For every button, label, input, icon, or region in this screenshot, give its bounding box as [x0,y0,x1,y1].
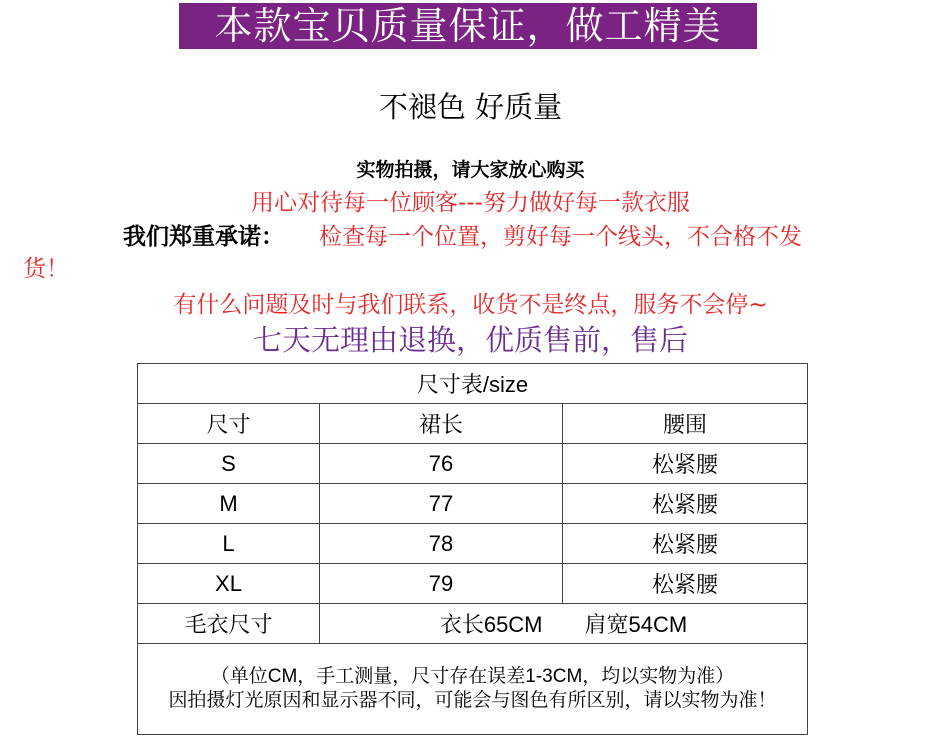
note-line-2: 因拍摄灯光原因和显示器不同，可能会与图色有所区别，请以实物为准！ [168,690,777,711]
table-row [138,484,808,524]
length-cell: 77 [320,484,563,524]
sweater-length: 衣长65CM [439,612,543,637]
length-cell: 76 [320,444,563,484]
sweater-label: 毛衣尺寸 [138,604,320,644]
quality-banner: 本款宝贝质量保证，做工精美 [179,3,757,49]
header-size: 尺寸 [138,404,320,444]
note-row [138,644,808,735]
contact-line: 有什么问题及时与我们联系，收货不是终点，服务不会停~ [173,292,768,318]
promise-tail: 货！ [23,256,69,282]
photo-note: 实物拍摄，请大家放心购买 [356,159,585,181]
table-row [138,444,808,484]
measurement-note [138,644,808,735]
waist-cell: 松紧腰 [563,564,808,604]
waist-cell: 松紧腰 [563,444,808,484]
size-cell: XL [138,564,320,604]
header-waist: 腰围 [563,404,808,444]
sweater-shoulder: 肩宽54CM [584,612,688,637]
size-table [137,363,808,735]
length-cell: 78 [320,524,563,564]
waist-cell: 松紧腰 [563,524,808,564]
waist-cell: 松紧腰 [563,484,808,524]
promise-text: 检查每一个位置，剪好每一个线头，不合格不发 [319,224,802,250]
sweater-measurements [320,604,808,644]
service-line: 用心对待每一位顾客---努力做好每一款衣服 [251,190,690,216]
table-title-row [138,364,808,404]
table-row [138,564,808,604]
size-cell: M [138,484,320,524]
return-policy-line: 七天无理由退换，优质售前，售后 [252,323,688,357]
sweater-row [138,604,808,644]
table-header-row [138,404,808,444]
promise-label: 我们郑重承诺： [123,223,284,250]
size-cell: S [138,444,320,484]
length-cell: 79 [320,564,563,604]
note-line-1: （单位CM，手工测量，尺寸存在误差1-3CM，均以实物为准） [210,666,735,687]
tagline: 不褪色 好质量 [378,90,563,124]
size-cell: L [138,524,320,564]
size-table-title: 尺寸表/size [138,364,808,404]
table-row [138,524,808,564]
header-skirt-length: 裙长 [320,404,563,444]
